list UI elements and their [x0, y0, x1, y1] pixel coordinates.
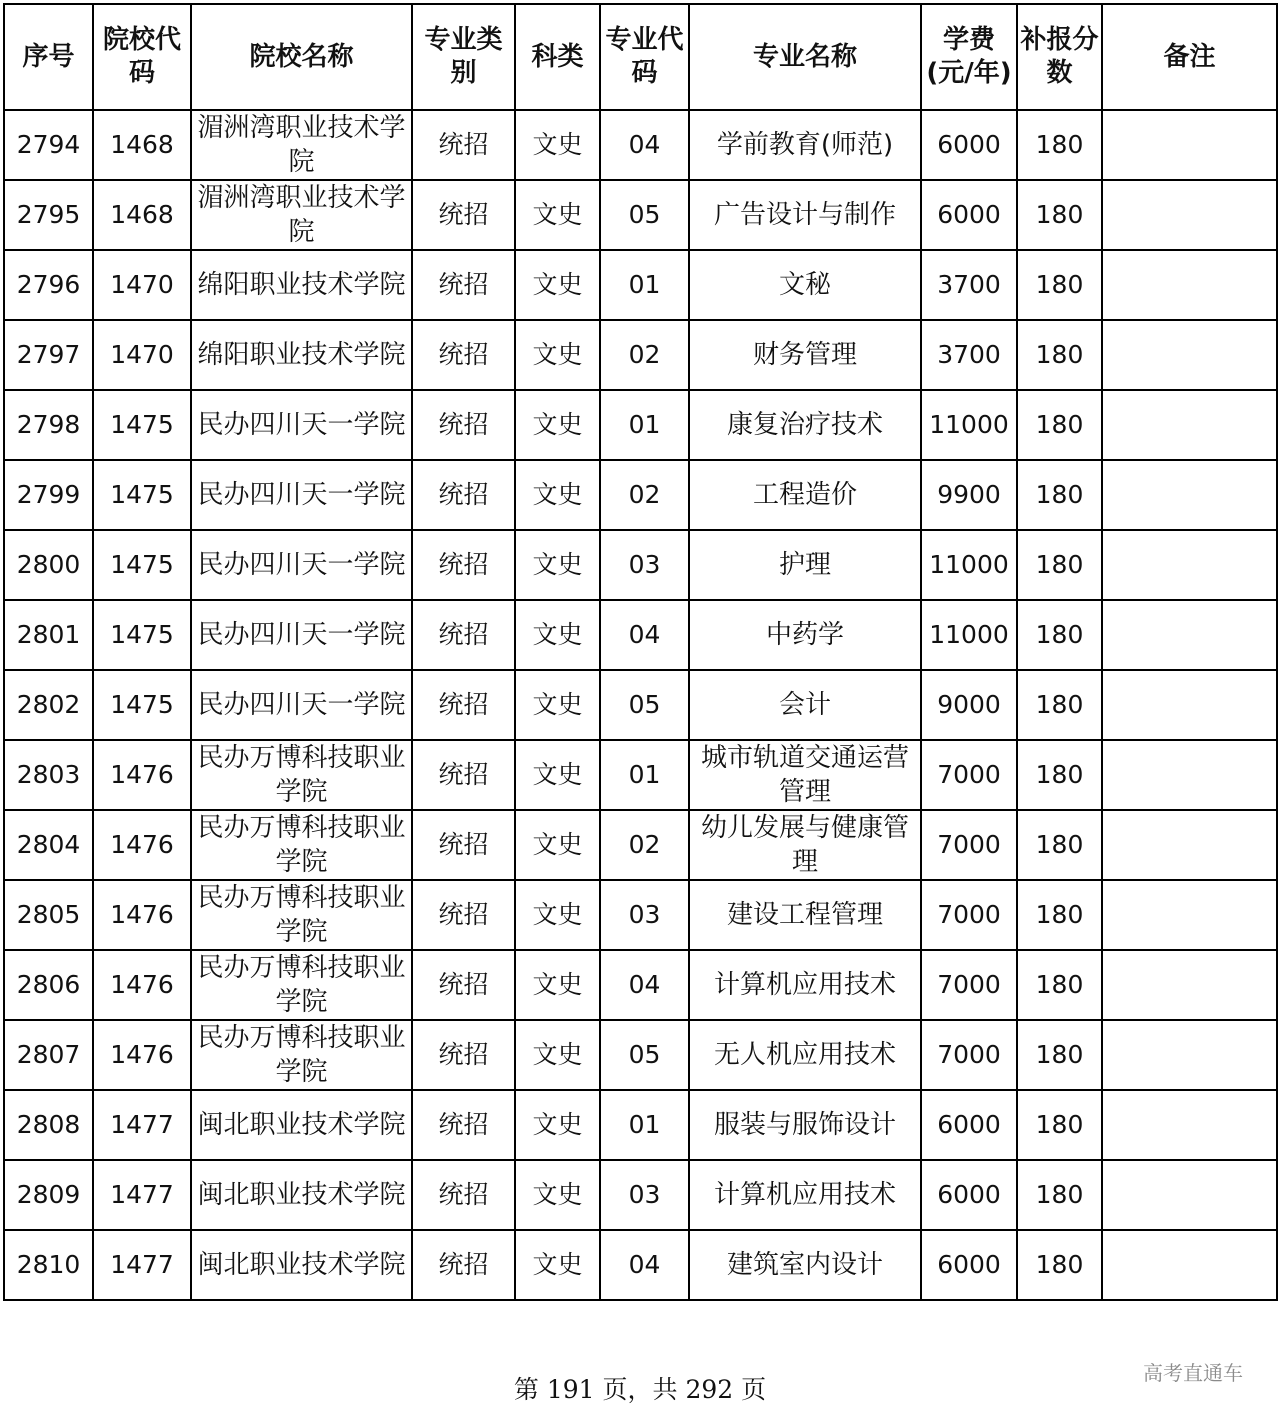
- cell-major-category: 统招: [412, 530, 515, 600]
- footer-current-page: 191: [546, 1375, 595, 1404]
- table-row: [4, 1230, 1277, 1300]
- cell-remarks: [1102, 110, 1277, 180]
- cell-school-name: 闽北职业技术学院: [191, 1160, 412, 1230]
- cell-major-code: 01: [600, 390, 689, 460]
- cell-school-name: 民办四川天一学院: [191, 460, 412, 530]
- cell-school-code: 1475: [93, 600, 191, 670]
- header-major-code: 专业代码: [600, 4, 689, 110]
- cell-serial: 2805: [4, 880, 93, 950]
- cell-major-name: 服装与服饰设计: [689, 1090, 921, 1160]
- cell-tuition: 11000: [921, 600, 1017, 670]
- table-row: [4, 1090, 1277, 1160]
- cell-school-code: 1475: [93, 670, 191, 740]
- footer-total-pages: 292: [685, 1375, 734, 1404]
- cell-school-name: 闽北职业技术学院: [191, 1090, 412, 1160]
- header-major-name: 专业名称: [689, 4, 921, 110]
- cell-major-category: 统招: [412, 180, 515, 250]
- cell-major-code: 02: [600, 460, 689, 530]
- cell-serial: 2795: [4, 180, 93, 250]
- cell-serial: 2796: [4, 250, 93, 320]
- cell-major-code: 03: [600, 880, 689, 950]
- cell-school-code: 1468: [93, 180, 191, 250]
- cell-school-code: 1476: [93, 880, 191, 950]
- cell-subject-type: 文史: [515, 950, 600, 1020]
- cell-major-category: 统招: [412, 390, 515, 460]
- cell-subject-type: 文史: [515, 600, 600, 670]
- cell-score: 180: [1017, 950, 1102, 1020]
- cell-school-code: 1477: [93, 1090, 191, 1160]
- page-footer: [0, 1370, 1280, 1406]
- cell-subject-type: 文史: [515, 390, 600, 460]
- cell-remarks: [1102, 250, 1277, 320]
- cell-subject-type: 文史: [515, 320, 600, 390]
- cell-school-name: 民办四川天一学院: [191, 670, 412, 740]
- cell-tuition: 6000: [921, 1090, 1017, 1160]
- cell-remarks: [1102, 1160, 1277, 1230]
- cell-serial: 2804: [4, 810, 93, 880]
- cell-major-name: 康复治疗技术: [689, 390, 921, 460]
- cell-score: 180: [1017, 460, 1102, 530]
- cell-major-name: 护理: [689, 530, 921, 600]
- cell-score: 180: [1017, 1230, 1102, 1300]
- cell-major-category: 统招: [412, 1230, 515, 1300]
- table-row: [4, 810, 1277, 880]
- cell-school-name: 民办万博科技职业学院: [191, 1020, 412, 1090]
- cell-major-code: 01: [600, 250, 689, 320]
- cell-major-category: 统招: [412, 1160, 515, 1230]
- cell-serial: 2806: [4, 950, 93, 1020]
- cell-school-name: 民办四川天一学院: [191, 530, 412, 600]
- cell-score: 180: [1017, 880, 1102, 950]
- cell-school-code: 1477: [93, 1160, 191, 1230]
- cell-school-name: 民办万博科技职业学院: [191, 880, 412, 950]
- cell-major-category: 统招: [412, 460, 515, 530]
- cell-remarks: [1102, 880, 1277, 950]
- cell-remarks: [1102, 1230, 1277, 1300]
- cell-subject-type: 文史: [515, 810, 600, 880]
- cell-score: 180: [1017, 670, 1102, 740]
- cell-subject-type: 文史: [515, 740, 600, 810]
- table-row: [4, 880, 1277, 950]
- cell-major-code: 02: [600, 320, 689, 390]
- cell-tuition: 3700: [921, 320, 1017, 390]
- cell-major-code: 04: [600, 600, 689, 670]
- cell-major-category: 统招: [412, 670, 515, 740]
- cell-tuition: 6000: [921, 1230, 1017, 1300]
- cell-school-code: 1470: [93, 250, 191, 320]
- cell-major-name: 建设工程管理: [689, 880, 921, 950]
- cell-major-name: 无人机应用技术: [689, 1020, 921, 1090]
- cell-serial: 2809: [4, 1160, 93, 1230]
- header-row: [4, 4, 1277, 110]
- cell-score: 180: [1017, 530, 1102, 600]
- cell-major-name: 计算机应用技术: [689, 950, 921, 1020]
- footer-middle: 页，共: [602, 1375, 678, 1404]
- header-tuition: 学费(元/年): [921, 4, 1017, 110]
- cell-major-category: 统招: [412, 880, 515, 950]
- cell-tuition: 9000: [921, 670, 1017, 740]
- cell-score: 180: [1017, 390, 1102, 460]
- table-row: [4, 110, 1277, 180]
- cell-school-name: 民办万博科技职业学院: [191, 810, 412, 880]
- watermark-text: 高考直通车: [1143, 1361, 1243, 1385]
- cell-major-code: 05: [600, 670, 689, 740]
- cell-tuition: 7000: [921, 810, 1017, 880]
- cell-school-name: 绵阳职业技术学院: [191, 250, 412, 320]
- header-score: 补报分数: [1017, 4, 1102, 110]
- cell-serial: 2803: [4, 740, 93, 810]
- cell-major-category: 统招: [412, 740, 515, 810]
- cell-remarks: [1102, 530, 1277, 600]
- cell-subject-type: 文史: [515, 1090, 600, 1160]
- cell-school-code: 1470: [93, 320, 191, 390]
- table-row: [4, 1020, 1277, 1090]
- cell-school-code: 1468: [93, 110, 191, 180]
- table-row: [4, 950, 1277, 1020]
- cell-remarks: [1102, 950, 1277, 1020]
- table-row: [4, 670, 1277, 740]
- footer-suffix: 页: [741, 1375, 767, 1404]
- cell-school-name: 民办万博科技职业学院: [191, 950, 412, 1020]
- cell-score: 180: [1017, 1020, 1102, 1090]
- cell-major-name: 幼儿发展与健康管理: [689, 810, 921, 880]
- cell-subject-type: 文史: [515, 530, 600, 600]
- cell-tuition: 6000: [921, 110, 1017, 180]
- table-row: [4, 250, 1277, 320]
- cell-major-name: 城市轨道交通运营管理: [689, 740, 921, 810]
- table-row: [4, 180, 1277, 250]
- table-row: [4, 600, 1277, 670]
- cell-major-category: 统招: [412, 320, 515, 390]
- cell-school-code: 1475: [93, 460, 191, 530]
- cell-tuition: 11000: [921, 390, 1017, 460]
- cell-subject-type: 文史: [515, 110, 600, 180]
- header-subject-type: 科类: [515, 4, 600, 110]
- cell-score: 180: [1017, 110, 1102, 180]
- cell-major-code: 03: [600, 1160, 689, 1230]
- table-row: [4, 460, 1277, 530]
- cell-serial: 2794: [4, 110, 93, 180]
- cell-major-category: 统招: [412, 110, 515, 180]
- cell-school-code: 1475: [93, 390, 191, 460]
- admission-table: [3, 3, 1278, 1301]
- cell-school-code: 1477: [93, 1230, 191, 1300]
- cell-remarks: [1102, 670, 1277, 740]
- table-row: [4, 740, 1277, 810]
- cell-school-code: 1476: [93, 810, 191, 880]
- cell-serial: 2800: [4, 530, 93, 600]
- cell-major-code: 01: [600, 1090, 689, 1160]
- cell-major-category: 统招: [412, 250, 515, 320]
- cell-remarks: [1102, 1020, 1277, 1090]
- cell-tuition: 9900: [921, 460, 1017, 530]
- cell-subject-type: 文史: [515, 180, 600, 250]
- header-remarks: 备注: [1102, 4, 1277, 110]
- cell-subject-type: 文史: [515, 250, 600, 320]
- cell-major-name: 中药学: [689, 600, 921, 670]
- cell-subject-type: 文史: [515, 670, 600, 740]
- cell-score: 180: [1017, 250, 1102, 320]
- cell-major-code: 02: [600, 810, 689, 880]
- cell-remarks: [1102, 1090, 1277, 1160]
- cell-score: 180: [1017, 740, 1102, 810]
- cell-serial: 2810: [4, 1230, 93, 1300]
- table-row: [4, 390, 1277, 460]
- cell-major-category: 统招: [412, 600, 515, 670]
- cell-serial: 2799: [4, 460, 93, 530]
- header-major-category: 专业类别: [412, 4, 515, 110]
- cell-serial: 2801: [4, 600, 93, 670]
- table-body: [4, 110, 1277, 1300]
- cell-major-code: 03: [600, 530, 689, 600]
- cell-major-name: 计算机应用技术: [689, 1160, 921, 1230]
- cell-school-name: 湄洲湾职业技术学院: [191, 180, 412, 250]
- table-row: [4, 530, 1277, 600]
- cell-tuition: 7000: [921, 880, 1017, 950]
- cell-score: 180: [1017, 180, 1102, 250]
- cell-score: 180: [1017, 600, 1102, 670]
- cell-subject-type: 文史: [515, 460, 600, 530]
- cell-school-name: 民办四川天一学院: [191, 390, 412, 460]
- cell-tuition: 6000: [921, 180, 1017, 250]
- cell-tuition: 11000: [921, 530, 1017, 600]
- cell-score: 180: [1017, 1090, 1102, 1160]
- cell-tuition: 7000: [921, 1020, 1017, 1090]
- table-row: [4, 320, 1277, 390]
- cell-serial: 2807: [4, 1020, 93, 1090]
- cell-subject-type: 文史: [515, 880, 600, 950]
- cell-major-code: 04: [600, 950, 689, 1020]
- cell-school-name: 绵阳职业技术学院: [191, 320, 412, 390]
- cell-serial: 2797: [4, 320, 93, 390]
- cell-school-name: 闽北职业技术学院: [191, 1230, 412, 1300]
- header-school-name: 院校名称: [191, 4, 412, 110]
- cell-major-name: 建筑室内设计: [689, 1230, 921, 1300]
- cell-remarks: [1102, 600, 1277, 670]
- cell-major-name: 文秘: [689, 250, 921, 320]
- cell-remarks: [1102, 390, 1277, 460]
- header-serial: 序号: [4, 4, 93, 110]
- table-row: [4, 1160, 1277, 1230]
- cell-major-name: 学前教育(师范): [689, 110, 921, 180]
- cell-remarks: [1102, 460, 1277, 530]
- footer-prefix: 第: [513, 1375, 539, 1404]
- cell-school-code: 1476: [93, 950, 191, 1020]
- cell-major-category: 统招: [412, 1020, 515, 1090]
- cell-remarks: [1102, 180, 1277, 250]
- cell-major-code: 01: [600, 740, 689, 810]
- cell-school-name: 湄洲湾职业技术学院: [191, 110, 412, 180]
- cell-major-code: 04: [600, 1230, 689, 1300]
- cell-major-code: 05: [600, 180, 689, 250]
- cell-subject-type: 文史: [515, 1020, 600, 1090]
- cell-major-category: 统招: [412, 1090, 515, 1160]
- cell-school-code: 1476: [93, 1020, 191, 1090]
- cell-score: 180: [1017, 320, 1102, 390]
- cell-school-name: 民办四川天一学院: [191, 600, 412, 670]
- cell-remarks: [1102, 740, 1277, 810]
- cell-remarks: [1102, 810, 1277, 880]
- cell-score: 180: [1017, 810, 1102, 880]
- cell-school-name: 民办万博科技职业学院: [191, 740, 412, 810]
- cell-serial: 2808: [4, 1090, 93, 1160]
- cell-major-category: 统招: [412, 810, 515, 880]
- cell-school-code: 1476: [93, 740, 191, 810]
- cell-major-name: 会计: [689, 670, 921, 740]
- cell-tuition: 7000: [921, 950, 1017, 1020]
- cell-score: 180: [1017, 1160, 1102, 1230]
- cell-school-code: 1475: [93, 530, 191, 600]
- cell-subject-type: 文史: [515, 1160, 600, 1230]
- cell-major-category: 统招: [412, 950, 515, 1020]
- cell-tuition: 7000: [921, 740, 1017, 810]
- cell-major-name: 工程造价: [689, 460, 921, 530]
- header-school-code: 院校代码: [93, 4, 191, 110]
- cell-tuition: 6000: [921, 1160, 1017, 1230]
- cell-subject-type: 文史: [515, 1230, 600, 1300]
- cell-major-name: 广告设计与制作: [689, 180, 921, 250]
- cell-remarks: [1102, 320, 1277, 390]
- cell-serial: 2802: [4, 670, 93, 740]
- cell-tuition: 3700: [921, 250, 1017, 320]
- cell-serial: 2798: [4, 390, 93, 460]
- cell-major-code: 05: [600, 1020, 689, 1090]
- cell-major-name: 财务管理: [689, 320, 921, 390]
- cell-major-code: 04: [600, 110, 689, 180]
